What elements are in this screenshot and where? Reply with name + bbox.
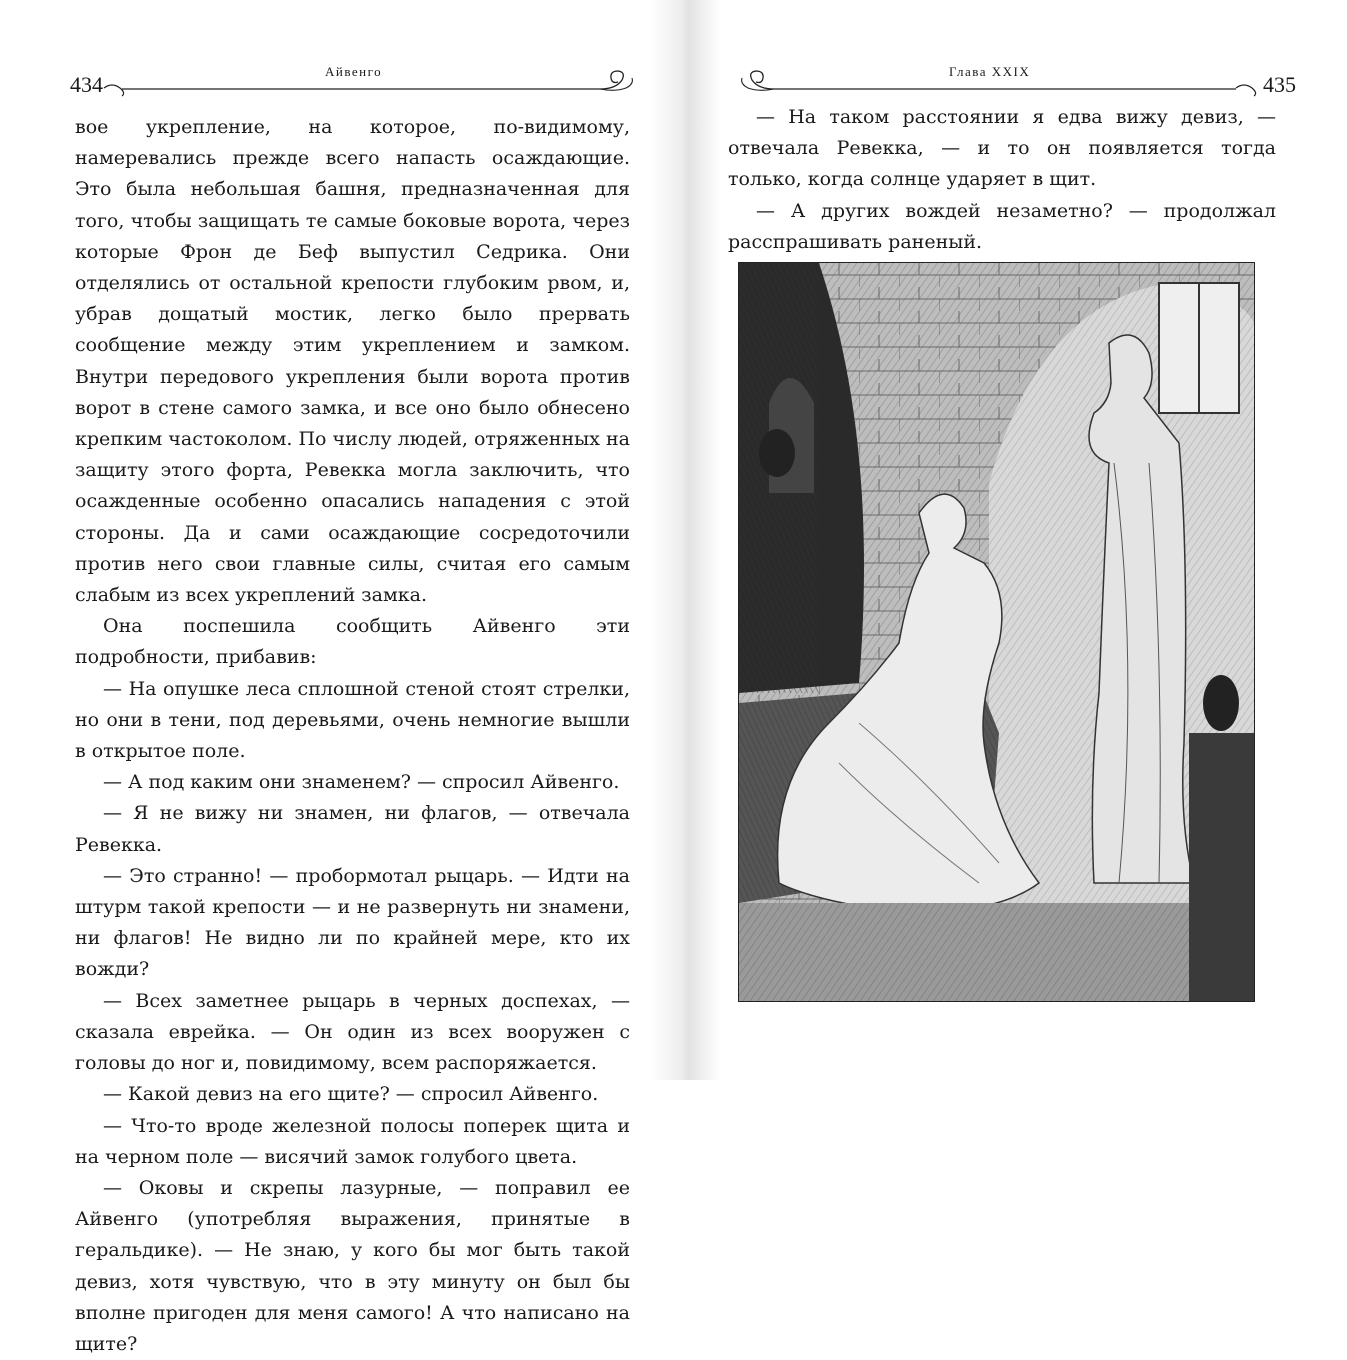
- left-page-number: 434: [70, 72, 103, 97]
- paragraph: — На таком расстоянии я едва вижу девиз, — отвечала Ревекка, — и то он появляется тогда только, когда солнце ударяет в щит.: [728, 106, 1276, 191]
- engraving-scene-icon: [739, 263, 1254, 1001]
- left-running-title: Айвенго: [325, 64, 383, 79]
- paragraph: — Что-то вроде железной полосы поперек щита и на черном поле — висячий замок голубого цвета.: [75, 1114, 630, 1168]
- paragraph: — Я не вижу ни знамен, ни флагов, — отвечала Ревекка.: [75, 802, 630, 856]
- right-page-number: 435: [1263, 72, 1296, 97]
- left-body-text: [75, 112, 630, 1360]
- left-running-head: [60, 64, 650, 104]
- right-body-text: [728, 102, 1276, 258]
- paragraph: — Это странно! — пробормотал рыцарь. — Идти на штурм такой крепости — и не развернуть ни знамени, ни флагов! Не видно ли по крайней мере, кто их вожди?: [75, 864, 630, 981]
- paragraph: — Всех заметнее рыцарь в черных доспехах, — сказала еврейка. — Он один из всех вооружен с головы до ног и, повидимому, всем распоряжается.: [75, 989, 630, 1075]
- engraving-illustration: [738, 262, 1255, 1002]
- right-running-head: [724, 64, 1296, 104]
- right-running-title: Глава XXIX: [949, 64, 1031, 79]
- paragraph: — А под каким они знаменем? — спросил Айвенго.: [103, 771, 620, 794]
- paragraph: — Оковы и скрепы лазурные, — поправил ее Айвенго (употребляя выражения, принятые в геральдике). — Не знаю, у кого бы мог быть такой девиз, хотя чувствую, что в эту минуту он был бы вполне пригоден для меня самого! А что написано на щите?: [75, 1176, 630, 1355]
- paragraph: — На опушке леса сплошной стеной стоят стрелки, но они в тени, под деревьями, очень немногие вышли в открытое поле.: [75, 677, 630, 763]
- paragraph: Она поспешила сообщить Айвенго эти подробности, прибавив:: [75, 615, 630, 669]
- paragraph: — А других вождей незаметно? — продолжал расспрашивать раненый.: [728, 199, 1276, 253]
- paragraph: — Какой девиз на его щите? — спросил Айвенго.: [103, 1083, 599, 1106]
- paragraph: вое укрепление, на которое, по-видимому, намеревались прежде всего напасть осаждающие. Это была небольшая башня, предназначенная для того, чтобы защищать те самые боковые ворота, через которые Фрон де Беф выпустил Седрика. Они отделялись от остальной крепости глубоким рвом, и, убрав дощатый мостик, легко было прервать сообщение между этим укреплением и замком. Внутри передового укрепления были ворота против ворот в стене самого замка, и все оно было обнесено крепким частоколом. По числу людей, отряженных на защиту этого форта, Ревекка могла заключить, что осажденные особенно опасались нападения с этой стороны. Да и сами осаждающие сосредоточили против него свои главные силы, считая его самым слабым из всех укреплений замка.: [75, 116, 630, 607]
- left-page: [0, 0, 670, 1355]
